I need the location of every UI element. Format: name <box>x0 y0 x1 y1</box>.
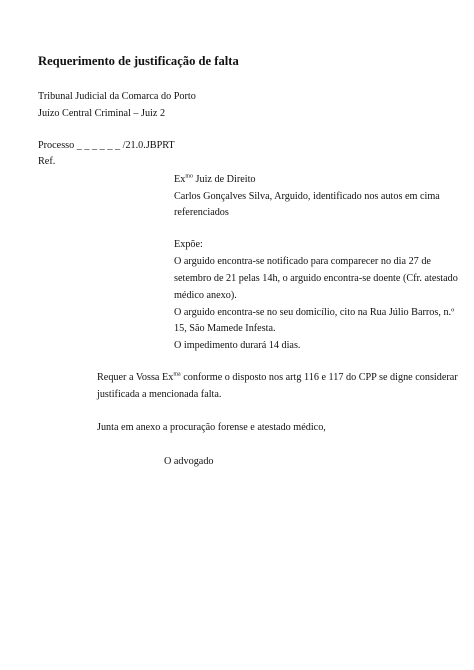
paragraph-2-line-1: O arguido encontra-se no seu domicílio, cito na Rua Júlio Barros, n.º <box>174 307 455 318</box>
paragraph-1-line-2: setembro de 21 pelas 14h, o arguido encontra-se doente (Cfr. atestado <box>174 273 458 284</box>
intro-line-2: referenciados <box>174 207 229 218</box>
annex-statement: Junta em anexo a procuração forense e atestado médico, <box>97 422 326 433</box>
request-superscript: ma <box>173 371 181 378</box>
paragraph-1-line-3: médico anexo). <box>174 290 237 301</box>
reference-label: Ref. <box>38 156 56 167</box>
addressee <box>174 173 256 186</box>
judge-unit: Juízo Central Criminal – Juiz 2 <box>38 108 166 119</box>
paragraph-2-line-2: 15, São Mamede Infesta. <box>174 323 276 334</box>
request-prefix: Requer a Vossa Ex <box>97 372 174 383</box>
paragraph-1-line-1: O arguido encontra-se notificado para comparecer no dia 27 de <box>174 256 431 267</box>
process-number: Processo _ _ _ _ _ _ /21.0.JBPRT <box>38 140 175 151</box>
intro-line-1: Carlos Gonçalves Silva, Arguido, identificado nos autos em cima <box>174 191 440 202</box>
request-rest: conforme o disposto nos artg 116 e 117 do CPP se digne considerar <box>180 372 458 383</box>
signature-line: O advogado <box>164 456 214 467</box>
document-title: Requerimento de justificação de falta <box>38 54 239 68</box>
request-line-2: justificada a mencionada falta. <box>97 389 222 400</box>
paragraph-3: O impedimento durará 14 dias. <box>174 340 301 351</box>
request-line-1 <box>97 371 458 384</box>
addressee-superscript: mo <box>185 173 193 180</box>
addressee-prefix: Ex <box>174 174 186 185</box>
expoe-heading: Expõe: <box>174 239 203 250</box>
addressee-rest: Juiz de Direito <box>193 174 256 185</box>
court-name: Tribunal Judicial da Comarca do Porto <box>38 91 196 102</box>
